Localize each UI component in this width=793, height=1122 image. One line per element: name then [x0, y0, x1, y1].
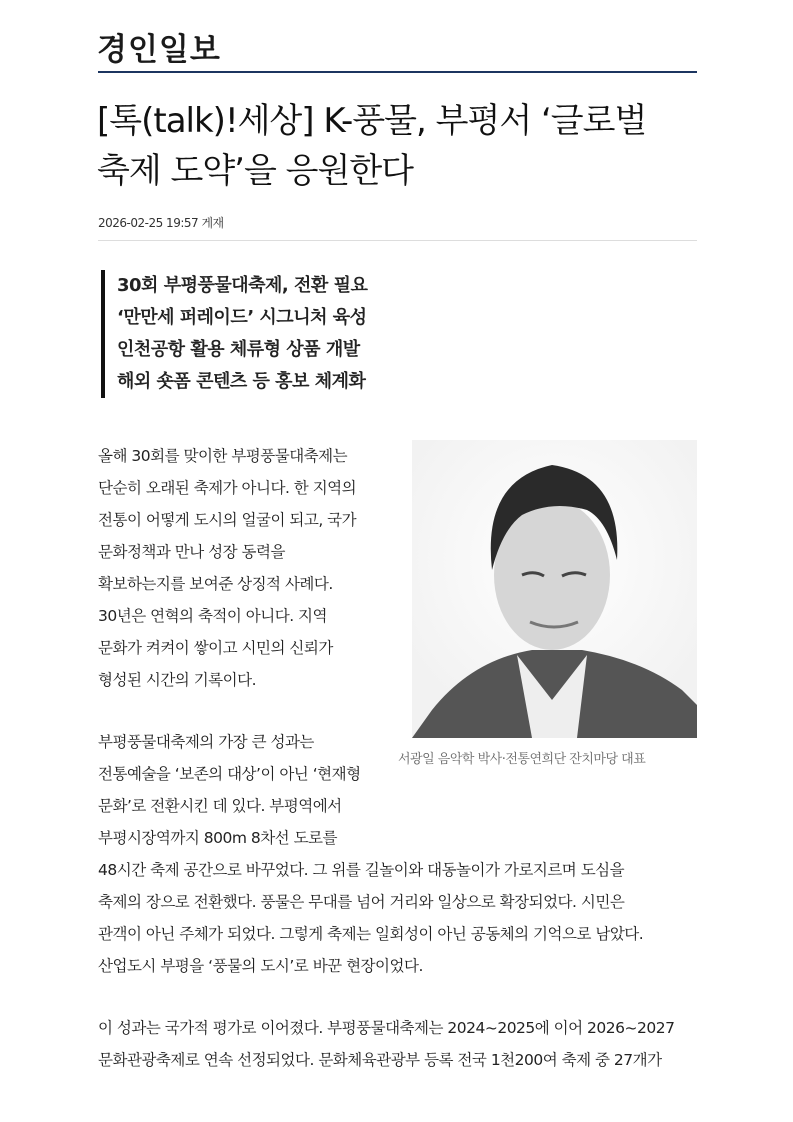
body-line: 이 성과는 국가적 평가로 이어졌다. 부평풍물대축제는 2024~2025에 이어 2026~2027: [98, 1019, 675, 1037]
body-line: 축제의 장으로 전환했다. 풍물은 무대를 넘어 거리와 일상으로 확장되었다. 시민은: [98, 893, 625, 911]
body-line: 형성된 시간의 기록이다.: [98, 671, 257, 689]
body-line: 부평시장역까지 800m 8차선 도로를: [98, 829, 338, 847]
body-line: 확보하는지를 보여준 상징적 사례다.: [98, 575, 333, 593]
site-logo[interactable]: 경인일보: [97, 32, 221, 68]
body-line: 전통이 어떻게 도시의 얼굴이 되고, 국가: [98, 511, 357, 529]
body-line: 관객이 아닌 주체가 되었다. 그렇게 축제는 일회성이 아닌 공동체의 기억으로 남았다.: [98, 925, 644, 943]
header-divider: [98, 71, 697, 73]
body-line: 문화가 켜켜이 쌓이고 시민의 신뢰가: [98, 639, 333, 657]
body-line: 부평풍물대축제의 가장 큰 성과는: [98, 733, 314, 751]
article-body: [98, 440, 698, 1076]
body-line: 문화정책과 만나 성장 동력을: [98, 543, 285, 561]
body-line: 산업도시 부평을 ‘풍물의 도시’로 바꾼 현장이었다.: [98, 957, 423, 975]
publish-date: 2026-02-25 19:57 게재: [98, 216, 224, 230]
body-line: 30년은 연혁의 축적이 아니다. 지역: [98, 607, 328, 625]
body-line: 문화’로 전환시킨 데 있다. 부평역에서: [98, 797, 342, 815]
meta-divider: [98, 240, 697, 241]
paragraph: [98, 440, 698, 696]
body-line: 48시간 축제 공간으로 바꾸었다. 그 위를 길놀이와 대동놀이가 가로지르며 도심을: [98, 861, 625, 879]
photo-caption: 서광일 음악학 박사·전통연희단 잔치마당 대표: [398, 752, 646, 767]
article-summary: [101, 270, 367, 398]
paragraph: [98, 726, 698, 982]
summary-line: 30회 부평풍물대축제, 전환 필요: [117, 275, 368, 296]
body-line: 올해 30회를 맞이한 부평풍물대축제는: [98, 447, 348, 465]
body-line: 문화관광축제로 연속 선정되었다. 문화체육관광부 등록 전국 1천200여 축제 중 27개가: [98, 1051, 662, 1069]
summary-line: ‘만만세 퍼레이드’ 시그니처 육성: [117, 307, 367, 328]
body-line: 단순히 오래된 축제가 아니다. 한 지역의: [98, 479, 357, 497]
summary-line: 인천공항 활용 체류형 상품 개발: [117, 339, 360, 360]
body-line: 전통예술을 ‘보존의 대상’이 아닌 ‘현재형: [98, 765, 361, 783]
summary-line: 해외 숏폼 콘텐츠 등 홍보 체계화: [117, 371, 366, 392]
paragraph: [98, 1012, 698, 1076]
article-title: [97, 96, 697, 196]
title-line: [톡(talk)!세상] K-풍물, 부평서 ‘글로벌: [97, 101, 647, 141]
title-line: 축제 도약’을 응원한다: [97, 151, 414, 191]
